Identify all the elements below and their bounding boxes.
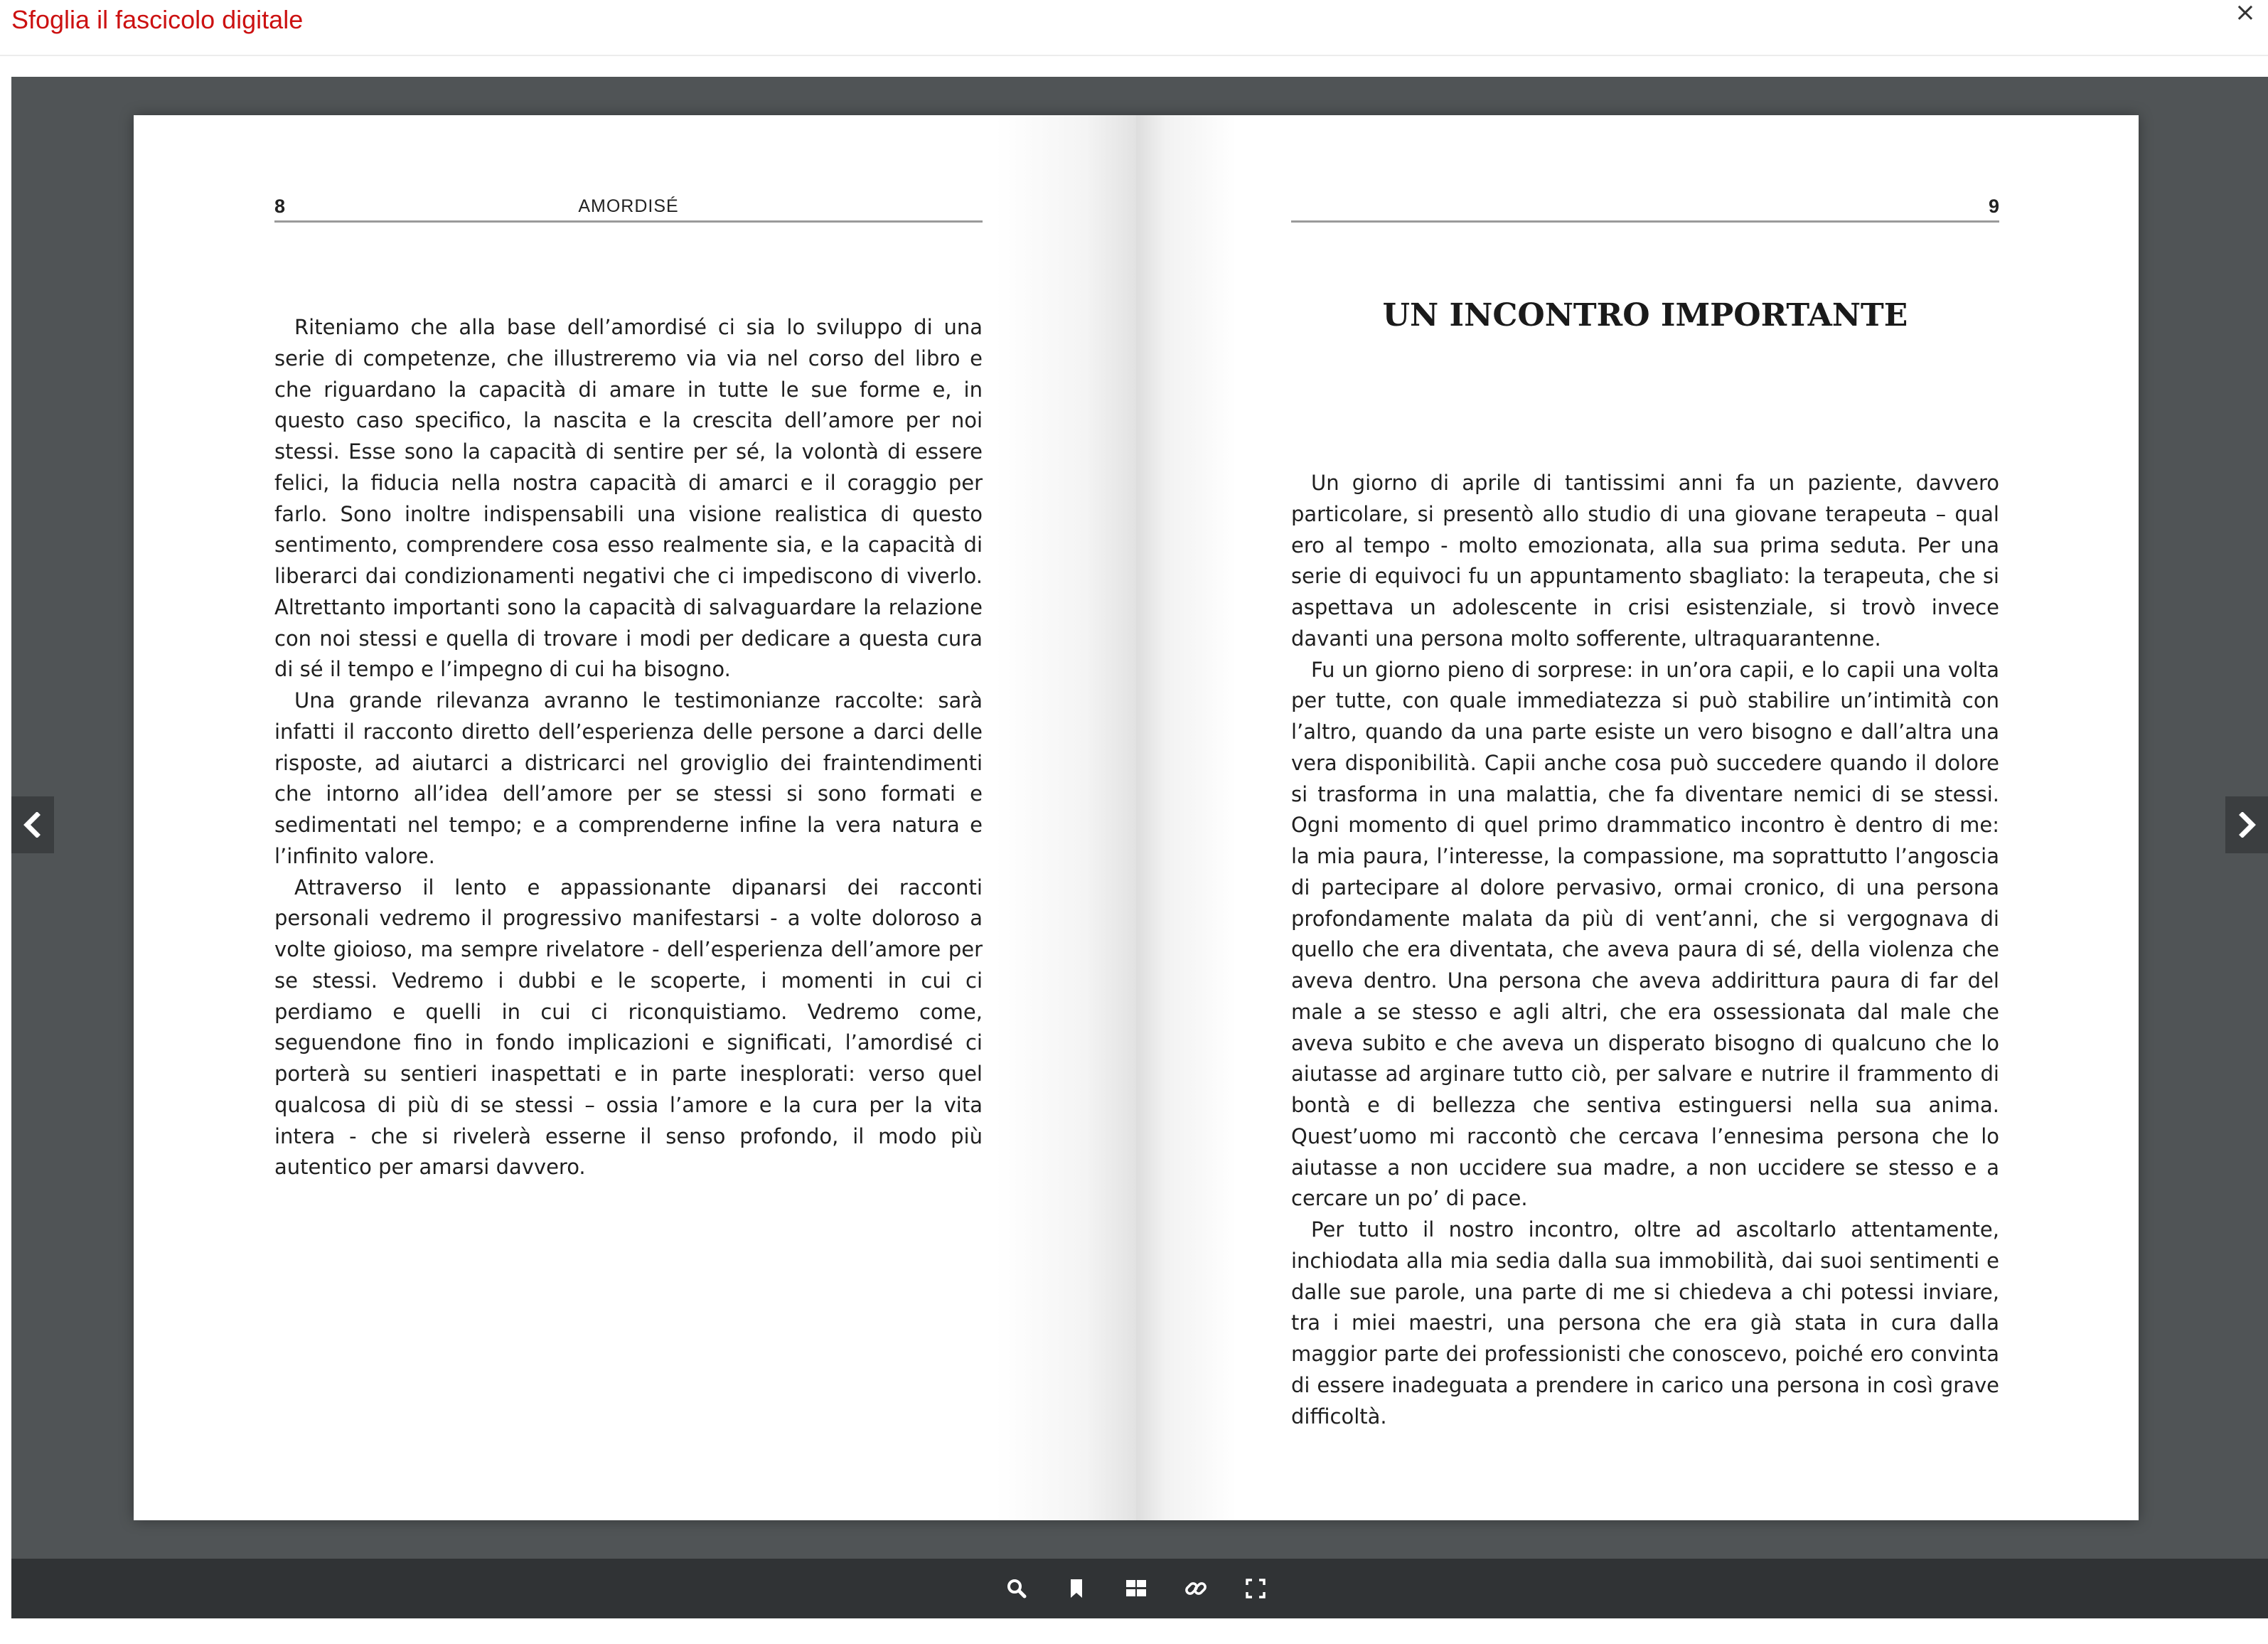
next-page-button[interactable] — [2225, 796, 2268, 853]
modal-title: Sfoglia il fascicolo digitale — [11, 5, 304, 34]
chevron-left-icon — [21, 812, 44, 838]
link-icon — [1182, 1574, 1210, 1603]
prev-page-button[interactable] — [11, 796, 54, 853]
page-header — [274, 192, 983, 223]
thumbnails-button[interactable] — [1122, 1574, 1150, 1603]
page-body — [274, 312, 983, 1183]
thumbnails-icon — [1122, 1574, 1150, 1603]
chevron-right-icon — [2235, 812, 2258, 838]
fullscreen-icon — [1241, 1574, 1270, 1603]
page-number: 8 — [274, 196, 286, 217]
page-header — [1291, 192, 1999, 223]
chapter-title: UN INCONTRO IMPORTANTE — [1382, 297, 1908, 333]
paragraph: Riteniamo che alla base dell’amordisé ci sia lo sviluppo di una serie di competenze, che illustreremo via via nel corso del libro e che riguardano la capacità di amare in tutte le sue forme e, in questo caso specifico, la nascita e la crescita dell’amore per noi stessi. Esse sono la capacità di sentire per sé, la volontà di essere felici, la fiducia nella nostra capacità di amarci e il coraggio per farlo. Sono inoltre indispensabili una visione realistica di questo sentimento, comprendere cosa esso realmente sia, e la capacità di liberarci dai condizionamenti negativi che ci impediscono di viverlo. Altrettanto importanti sono la capacità di salvaguardare la relazione con noi stessi e quella di trovare i modi per dedicare a questa cura di sé il tempo e l’impegno di cui ha bisogno. — [274, 315, 983, 682]
paragraph: Attraverso il lento e appassionante dipanarsi dei racconti personali vedremo il progressivo manifestarsi - a volte doloroso a volte gioioso, ma sempre rivelatore - dell’esperienza dell’amore per se stessi. Vedremo i dubbi e le scoperte, i momenti in cui ci perdiamo e quelli in cui ci riconquistiamo. Vedremo come, seguendone fino in fondo implicazioni e significati, l’amordisé ci porterà su sentieri inaspettati e in parte inesplorati: verso quel qualcosa di più di se stessi – ossia l’amore e la cura per la vita intera - che si rivelerà esserne il senso profondo, il modo più autentico per amarsi davvero. — [274, 875, 983, 1180]
bookmark-icon — [1062, 1574, 1091, 1603]
modal-header — [0, 0, 2268, 56]
bookmark-button[interactable] — [1062, 1574, 1091, 1603]
paragraph: Per tutto il nostro incontro, oltre ad ascoltarlo attentamente, inchiodata alla mia sedia dalla sua immobilità, dai suoi sentimenti e dalle sue parole, una parte di me si chiedeva a chi potessi inviare, tra i miei maestri, una persona che era già stata in cura dalla maggior parte dei professionisti che conoscevo, poiché ero convinta di essere inadeguata a prendere in carico una persona in così grave difficoltà. — [1291, 1217, 1999, 1429]
right-page[interactable] — [1136, 115, 2139, 1520]
flipbook-viewer — [11, 77, 2268, 1618]
link-button[interactable] — [1182, 1574, 1210, 1603]
paragraph: Fu un giorno pieno di sorprese: in un’ora capii, e lo capii una volta per tutte, con quale immediatezza si può stabilire un’intimità con l’altro, quando da una parte esiste un vero bisogno e dall’altra una vera disponibilità. Capii anche cosa può succedere quando il dolore si trasforma in una malattia, che fa diventare nemici di se stessi. Ogni momento di quel primo drammatico incontro è dentro di me: la mia paura, l’interesse, la compassione, ma soprattutto l’angoscia di partecipare al dolore pervasivo, ormai cronico, di una persona profondamente malata da più di vent’anni, che si vergognava di quello che era diventata, che aveva paura di sé, della violenza che aveva dentro. Una persona che aveva addirittura paura di far del male a se stesso e agli altri, che era ossessionata dal male che aveva subito e che aveva un disperato bisogno di qualcuno che lo aiutasse ad arginare tutto ciò, per salvare e nutrire il frammento di bontà e di bellezza che sentiva estinguersi nella sua anima. Quest’uomo mi raccontò che cercava l’ennesima persona che lo aiutasse a non uccidere sua madre, a non uccidere se stesso e a cercare un po’ di pace. — [1291, 657, 1999, 1211]
viewer-toolbar — [11, 1559, 2268, 1618]
paragraph: Un giorno di aprile di tantissimi anni fa un paziente, davvero particolare, si presentò allo studio di una giovane terapeuta – qual ero al tempo - molto emozionata, alla sua prima seduta. Per una serie di equivoci fu un appuntamento sbagliato: la terapeuta, che si aspettava un adolescente in crisi esistenziale, si trovò invece davanti una persona molto sofferente, ultraquarantenne. — [1291, 471, 1999, 651]
search-button[interactable] — [1002, 1574, 1031, 1603]
search-icon — [1002, 1574, 1031, 1603]
running-head: AMORDISÉ — [578, 196, 679, 216]
fullscreen-button[interactable] — [1241, 1574, 1270, 1603]
page-number: 9 — [1988, 196, 1999, 217]
book-spread — [134, 115, 2139, 1520]
paragraph: Una grande rilevanza avranno le testimonianze raccolte: sarà infatti il racconto diretto dell’esperienza delle persone a darci delle risposte, ad aiutarci a districarci nel groviglio dei fraintendimenti che intorno all’idea dell’amore per se stessi si sono formati e sedimentati nel tempo; e a comprenderne infine la vera natura e l’infinito valore. — [274, 688, 983, 868]
left-page[interactable] — [134, 115, 1136, 1520]
page-body — [1291, 468, 1999, 1432]
close-button[interactable]: × — [2234, 0, 2257, 27]
